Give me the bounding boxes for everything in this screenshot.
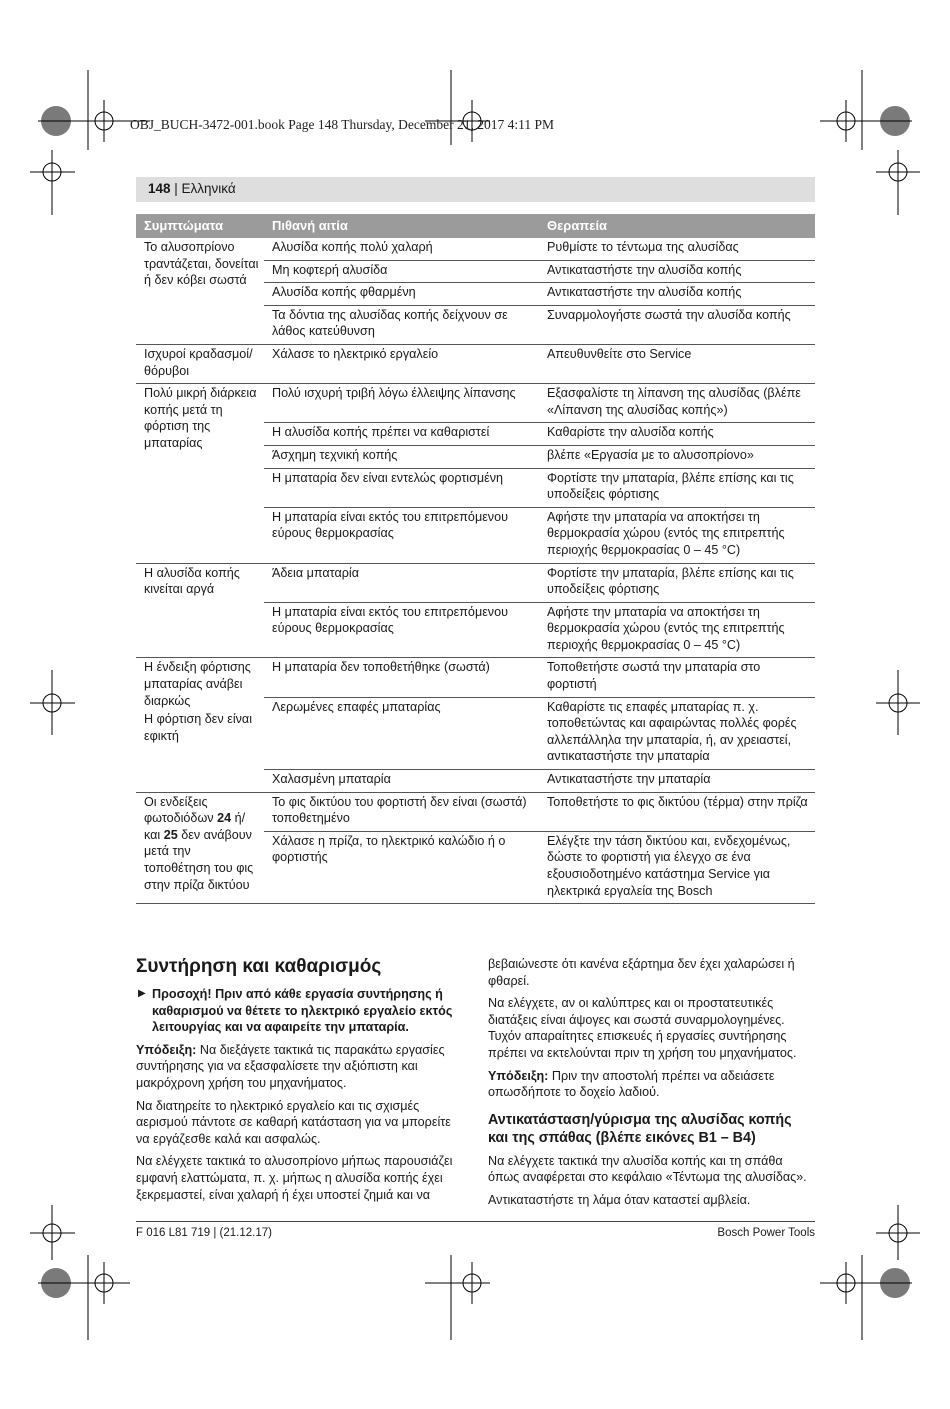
- paragraph: Να διατηρείτε το ηλεκτρικό εργαλείο και τις σχισμές αερισμού πάντοτε σε καθαρή κατάσταση για να μπορείτε να εργάζεσθε καλά και ασφαλώς.: [136, 1098, 451, 1146]
- paragraph: Να ελέγχετε, αν οι καλύπτρες και οι προστατευτικές διατάξεις είναι άψογες και σωστά συναρμολογημένες. Τυχόν απαραίτητες επισκευές ή εργασίες συντήρησης πρέπει να εκτελούνται πριν τη χρήση του μηχανήματος.: [488, 996, 797, 1060]
- note-label: Υπόδειξη:: [136, 1042, 197, 1057]
- footer-rule: [136, 1221, 815, 1222]
- table-row: [136, 792, 815, 831]
- cause-cell: Η μπαταρία δεν είναι εντελώς φορτισμένη: [264, 468, 539, 507]
- symptom-cell: Η αλυσίδα κοπής κινείται αργά: [136, 563, 264, 658]
- header-remedy: Θεραπεία: [539, 214, 815, 238]
- paragraph: Να ελέγχετε τακτικά την αλυσίδα κοπής και τη σπάθα όπως αναφέρεται στο κεφάλαιο «Τέντωμα της αλυσίδας».: [488, 1153, 807, 1185]
- note-paragraph: [488, 1068, 814, 1101]
- footer-brand: Bosch Power Tools: [717, 1227, 815, 1239]
- paragraph: βεβαιώνεστε ότι κανένα εξάρτημα δεν έχει χαλαρώσει ή φθαρεί.: [488, 957, 795, 988]
- header-cause: Πιθανή αιτία: [264, 214, 539, 238]
- symptom-cell: [136, 792, 264, 904]
- note-paragraph: [136, 1042, 464, 1092]
- cause-cell: Χαλασμένη μπαταρία: [264, 770, 539, 793]
- cause-cell: Μη κοφτερή αλυσίδα: [264, 260, 539, 283]
- remedy-cell: Φορτίστε την μπαταρία, βλέπε επίσης και τις υποδείξεις φόρτισης: [539, 468, 815, 507]
- table-header-row: [136, 214, 815, 238]
- remedy-cell: Απευθυνθείτε στο Service: [539, 344, 815, 383]
- symptom-cell: Πολύ μικρή διάρκεια κοπής μετά τη φόρτιση της μπαταρίας: [136, 384, 264, 563]
- footer-doc-id: F 016 L81 719 | (21.12.17): [136, 1227, 272, 1239]
- crop-mark-top-left: [38, 70, 150, 150]
- page-header-bar: [136, 177, 815, 202]
- remedy-cell: Τοποθετήστε σωστά την μπαταρία στο φορτιστή: [539, 658, 815, 697]
- symptom-text-secondary: Η φόρτιση δεν είναι εφικτή: [144, 712, 253, 743]
- remedy-cell: Αντικαταστήστε την μπαταρία: [539, 770, 815, 793]
- section-title: Συντήρηση και καθαρισμός: [136, 956, 382, 977]
- remedy-cell: Αντικαταστήστε την αλυσίδα κοπής: [539, 283, 815, 306]
- symptom-cell: [136, 658, 264, 792]
- led-number-24: 24: [217, 811, 232, 826]
- cause-cell: Χάλασε η πρίζα, το ηλεκτρικό καλώδιο ή ο φορτιστής: [264, 831, 539, 903]
- note-text: Να διεξάγετε τακτικά τις παρακάτω εργασίες συντήρησης για να εξασφαλίσετε την αξιόπιστη και μακρόχρονη χρήση του μηχανήματος.: [136, 1042, 445, 1090]
- remedy-cell: Εξασφαλίστε τη λίπανση της αλυσίδας (βλέπε «Λίπανση της αλυσίδας κοπής»): [539, 384, 815, 423]
- cause-cell: Πολύ ισχυρή τριβή λόγω έλλειψης λίπανσης: [264, 384, 539, 423]
- led-number-25: 25: [163, 827, 178, 842]
- crop-mark-right-middle: [876, 670, 920, 735]
- table-row: [136, 384, 815, 423]
- warning-text: Προσοχή! Πριν από κάθε εργασία συντήρησης ή καθαρισμού να θέτετε το ηλεκτρικό εργαλείο εκτός λειτουργίας και να αφαιρείτε την μπαταρία.: [152, 987, 453, 1035]
- print-slug: OBJ_BUCH-3472-001.book Page 148 Thursday, December 21, 2017 4:11 PM: [130, 117, 554, 132]
- remedy-cell: Αντικαταστήστε την αλυσίδα κοπής: [539, 260, 815, 283]
- left-column: [136, 956, 464, 1209]
- note-label: Υπόδειξη:: [488, 1068, 549, 1083]
- cause-cell: Άδεια μπαταρία: [264, 563, 539, 602]
- paragraph: Αντικαταστήστε τη λάμα όταν καταστεί αμβλεία.: [488, 1192, 751, 1207]
- symptom-text: Η ένδειξη φόρτισης μπαταρίας ανάβει διαρκώς: [144, 660, 251, 708]
- crop-mark-bottom-right: [820, 1255, 912, 1340]
- remedy-cell: Φορτίστε την μπαταρία, βλέπε επίσης και τις υποδείξεις φόρτισης: [539, 563, 815, 602]
- crop-mark-left-middle: [30, 670, 75, 735]
- symptom-text: Οι ενδείξεις φωτοδιόδων: [144, 794, 218, 826]
- cause-cell: Το φις δικτύου του φορτιστή δεν είναι (σωστά) τοποθετημένο: [264, 792, 539, 831]
- crop-mark-right-lower: [876, 1205, 920, 1260]
- remedy-cell: Καθαρίστε την αλυσίδα κοπής: [539, 423, 815, 446]
- remedy-cell: Ρυθμίστε το τέντωμα της αλυσίδας: [539, 238, 815, 260]
- crop-mark-bottom-left: [38, 1255, 130, 1340]
- remedy-cell: Συναρμολογήστε σωστά την αλυσίδα κοπής: [539, 305, 815, 344]
- table-row: [136, 238, 815, 260]
- remedy-cell: Αφήστε την μπαταρία να αποκτήσει τη θερμοκρασία χώρου (εντός της επιτρεπτής περιοχής θερμοκρασίας 0 – 45 °C): [539, 602, 815, 658]
- cause-cell: Άσχημη τεχνική κοπής: [264, 445, 539, 468]
- symptom-text: δεν ανάβουν μετά την τοποθέτηση του φις στην πρίζα δικτύου: [144, 827, 254, 892]
- subsection-title: Αντικατάσταση/γύρισμα της αλυσίδας κοπής και της σπάθας (βλέπε εικόνες B1 – B4): [488, 1111, 792, 1146]
- cause-cell: Αλυσίδα κοπής φθαρμένη: [264, 283, 539, 306]
- cause-cell: Η μπαταρία είναι εκτός του επιτρεπόμενου εύρους θερμοκρασίας: [264, 507, 539, 563]
- symptom-cell: Ισχυροί κραδασμοί/θόρυβοι: [136, 344, 264, 383]
- right-column: [488, 956, 814, 1215]
- cause-cell: Τα δόντια της αλυσίδας κοπής δείχνουν σε λάθος κατεύθυνση: [264, 305, 539, 344]
- cause-cell: Η αλυσίδα κοπής πρέπει να καθαριστεί: [264, 423, 539, 446]
- symptom-text: ή/και: [144, 811, 246, 842]
- page-number: 148: [148, 181, 171, 196]
- crop-mark-left-lower: [30, 1205, 75, 1260]
- header-symptoms: Συμπτώματα: [136, 214, 264, 238]
- cause-cell: Η μπαταρία δεν τοποθετήθηκε (σωστά): [264, 658, 539, 697]
- remedy-cell: Καθαρίστε τις επαφές μπαταρίας π. χ. τοποθετώντας και αφαιρώντας πολλές φορές αλλεπάλληλα την μπαταρία, ή, αν χρειαστεί, αντικαταστήστε την μπαταρία: [539, 697, 815, 769]
- page-header: 148 | Ελληνικά: [148, 181, 236, 196]
- crop-mark-right-upper: [876, 150, 920, 215]
- cause-cell: Αλυσίδα κοπής πολύ χαλαρή: [264, 238, 539, 260]
- table-row: [136, 658, 815, 697]
- cause-cell: Λερωμένες επαφές μπαταρίας: [264, 697, 539, 769]
- note-text: Πριν την αποστολή πρέπει να αδειάσετε οπωσδήποτε το δοχείο λαδιού.: [488, 1068, 775, 1100]
- troubleshooting-table: [136, 214, 815, 904]
- paragraph: Να ελέγχετε τακτικά το αλυσοπρίονο μήπως παρουσιάζει εμφανή ελαττώματα, π. χ. μήπως η αλυσίδα κοπής έχει ξεκρεμαστεί, είναι χαλαρή ή έχει υποστεί ζημιά και να: [136, 1154, 453, 1202]
- table-row: [136, 563, 815, 602]
- remedy-cell: Τοποθετήστε το φις δικτύου (τέρμα) στην πρίζα: [539, 792, 815, 831]
- warning-paragraph: [136, 986, 464, 1036]
- remedy-cell: Αφήστε την μπαταρία να αποκτήσει τη θερμοκρασία χώρου (εντός της επιτρεπτής περιοχής θερμοκρασίας 0 – 45 °C): [539, 507, 815, 563]
- cause-cell: Η μπαταρία είναι εκτός του επιτρεπόμενου εύρους θερμοκρασίας: [264, 602, 539, 658]
- language-label: Ελληνικά: [181, 181, 236, 196]
- table-row: [136, 344, 815, 383]
- remedy-cell: Ελέγξτε την τάση δικτύου και, ενδεχομένως, δώστε το φορτιστή για έλεγχο σε ένα εξουσιοδοτημένο κατάστημα Service για ηλεκτρικά εργαλεία της Bosch: [539, 831, 815, 903]
- crop-mark-left-upper: [30, 150, 75, 215]
- warning-triangle-icon: ▶: [138, 988, 146, 999]
- crop-mark-bottom-center: [425, 1255, 490, 1340]
- crop-mark-top-right: [820, 70, 912, 150]
- symptom-cell: Το αλυσοπρίονο τραντάζεται, δονείται ή δεν κόβει σωστά: [136, 238, 264, 344]
- remedy-cell: βλέπε «Εργασία με το αλυσοπρίονο»: [539, 445, 815, 468]
- crop-mark-top-center: [425, 70, 490, 145]
- cause-cell: Χάλασε το ηλεκτρικό εργαλείο: [264, 344, 539, 383]
